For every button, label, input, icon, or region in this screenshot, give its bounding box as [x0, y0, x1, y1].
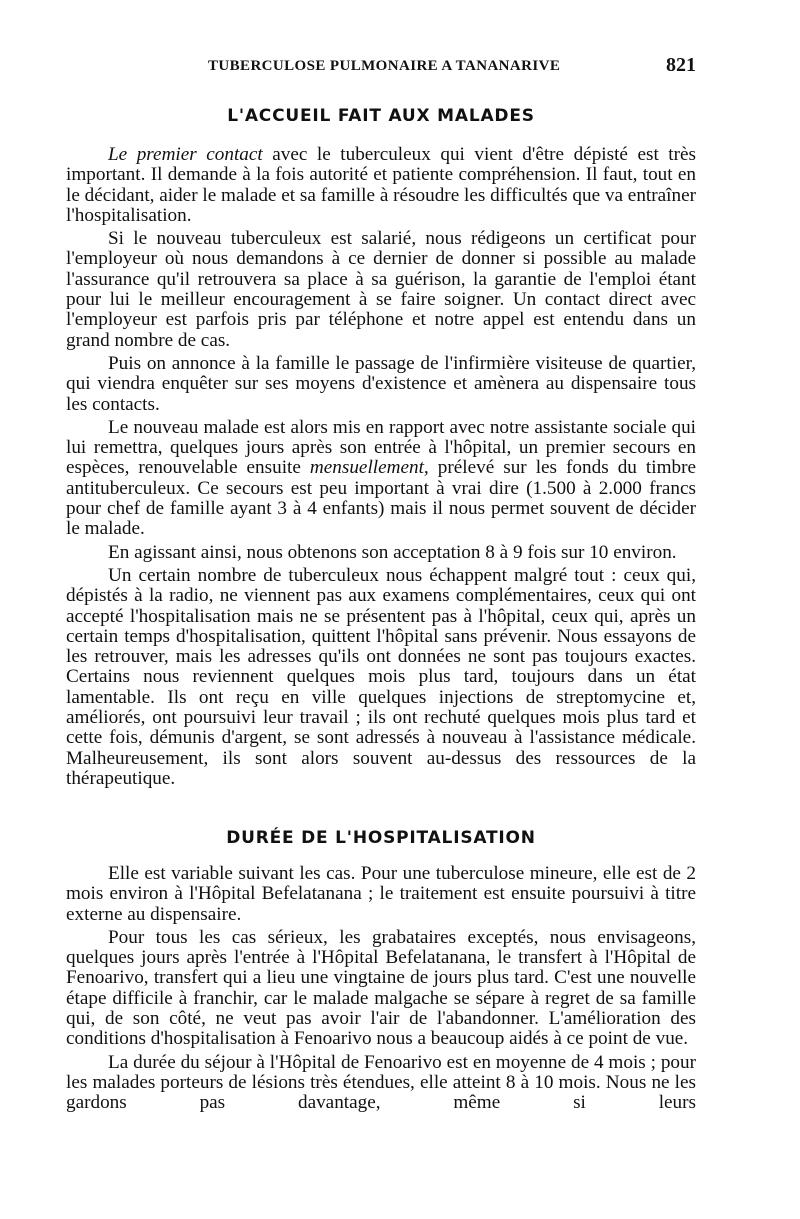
- paragraph-text: Le nouveau malade est alors mis en rapport avec notre assistante sociale qui lui remettra, quelques jours après son entrée à l'hôpital, un premier secours en espèces, renouvelable ensuite: [66, 416, 696, 479]
- page-number: 821: [666, 54, 696, 76]
- paragraph: Puis on annonce à la famille le passage de l'infirmière visiteuse de quartier, qui viendra enquêter sur ses moyens d'existence et amènera au dispensaire tous les contacts.: [66, 352, 696, 415]
- paragraph-text: avec le tuberculeux qui vient d'être dépisté est très important. Il demande à la fois autorité et patiente compréhension. Il faut, tout en le décidant, aider le malade et sa famille à résoudre les difficultés que va entraîner l'hospitalisation.: [66, 144, 696, 226]
- paragraph: Un certain nombre de tuberculeux nous échappent malgré tout : ceux qui, dépistés à la radio, ne viennent pas aux examens complémentaires, ceux qui ont accepté l'hospitalisation mais ne se présentent pas à l'hôpital, ceux qui, après un certain temps d'hospitalisation, quittent l'hôpital sans prévenir. Nous essayons de les retrouver, mais les adresses qu'ils ont données ne sont pas toujours exactes. Certains nous reviennent quelques mois plus tard, toujours dans un état lamentable. Ils ont reçu en ville quelques injections de streptomycine et, améliorés, ont poursuivi leur travail ; ils ont rechuté quelques mois plus tard et cette fois, démunis d'argent, se sont adressés à nouveau à l'assistance médicale. Malheureusement, ils sont alors souvent au-dessus des ressources de la thérapeutique.: [66, 564, 696, 789]
- italic-lead: Le premier contact: [108, 144, 263, 165]
- section-heading-accueil: L'ACCUEIL FAIT AUX MALADES: [227, 106, 535, 126]
- section-body-duree: [66, 864, 696, 1117]
- section-body-accueil: [66, 145, 696, 792]
- running-title: TUBERCULOSE PULMONAIRE A TANANARIVE: [208, 58, 561, 74]
- paragraph: La durée du séjour à l'Hôpital de Fenoarivo est en moyenne de 4 mois ; pour les malades porteurs de lésions très étendues, elle atteint 8 à 10 mois. Nous ne les gardons pas davantage, même si leurs: [66, 1051, 696, 1114]
- paragraph: Pour tous les cas sérieux, les grabataires exceptés, nous envisageons, quelques jours après l'entrée à l'Hôpital Befelatanana, le transfert à l'Hôpital de Fenoarivo, transfert qui a lieu une vingtaine de jours plus tard. C'est une nouvelle étape difficile à franchir, car le malade malgache se sépare à regret de sa famille qui, de son côté, ne veut pas avoir l'air de l'abandonner. L'amélioration des conditions d'hospitalisation à Fenoarivo nous a beaucoup aidés à ce point de vue.: [66, 926, 696, 1050]
- paragraph: En agissant ainsi, nous obtenons son acceptation 8 à 9 fois sur 10 environ.: [108, 541, 677, 563]
- section-heading-duree: DURÉE DE L'HOSPITALISATION: [226, 828, 536, 848]
- running-header: [66, 56, 696, 78]
- paragraph: [66, 418, 696, 540]
- paragraph: Elle est variable suivant les cas. Pour une tuberculose mineure, elle est de 2 mois environ à l'Hôpital Befelatanana ; le traitement est ensuite poursuivi à titre externe au dispensaire.: [66, 863, 696, 925]
- paragraph-text: prélevé sur les fonds du timbre antituberculeux. Ce secours est peu important à vrai dire (1.500 à 2.000 francs pour chef de famille ayant 3 à 4 enfants) mais il nous permet souvent de décider le malade.: [66, 457, 697, 540]
- paragraph: [66, 145, 696, 226]
- italic-word: mensuellement,: [309, 457, 429, 479]
- paragraph: Si le nouveau tuberculeux est salarié, nous rédigeons un certificat pour l'employeur où nous demandons à ce dernier de donner si possible au malade l'assurance qu'il retrouvera sa place à sa guérison, la garantie de l'emploi étant pour lui le meilleur encouragement à se faire soigner. Un contact direct avec l'employeur est parfois pris par téléphone et notre appel est entendu dans un grand nombre de cas.: [66, 228, 696, 351]
